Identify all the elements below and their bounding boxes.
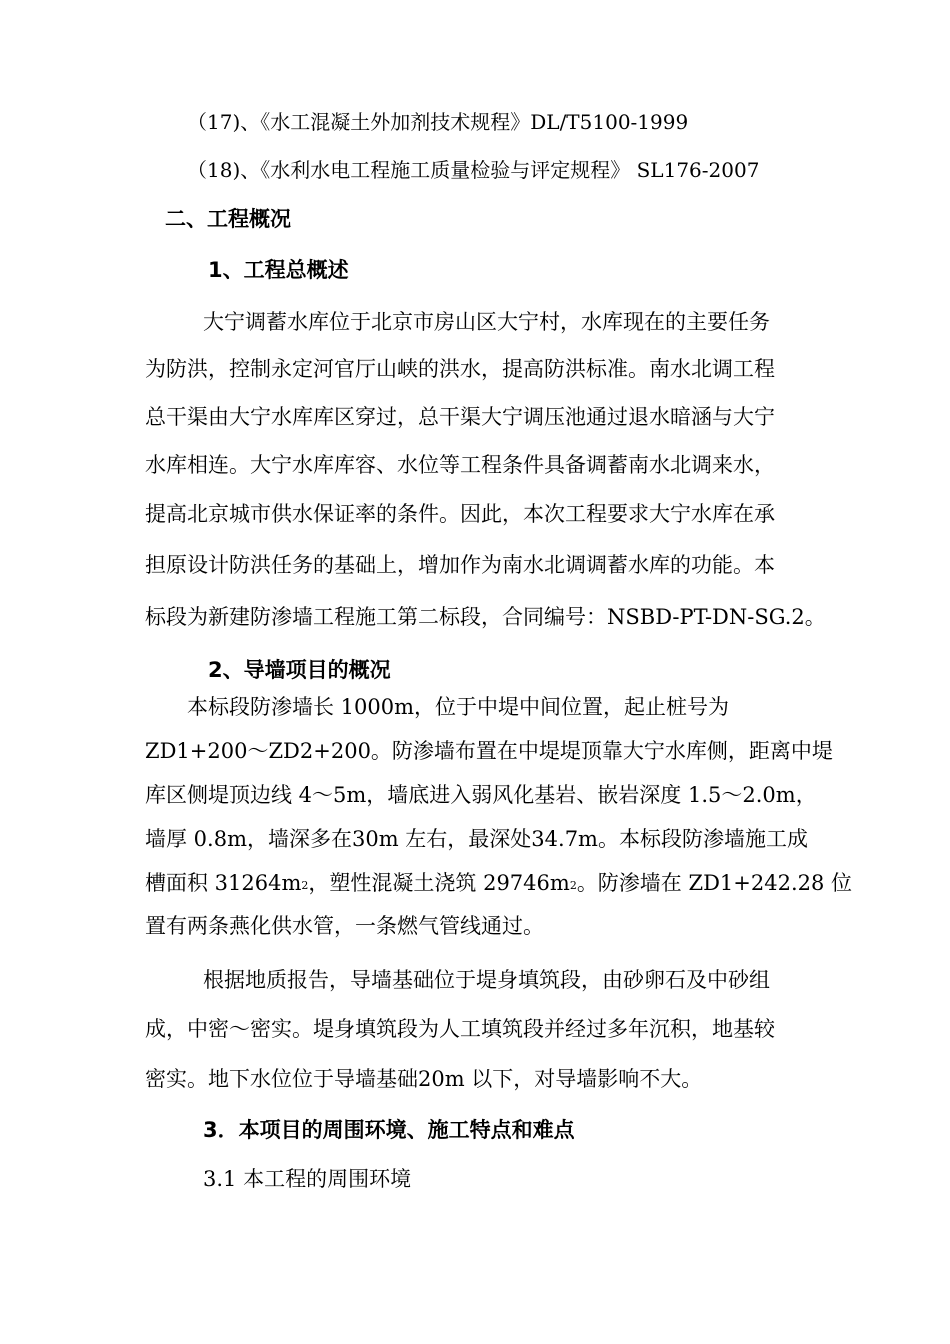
paragraph-line: 密实。地下水位位于导墙基础20m 以下，对导墙影响不大。 — [145, 1067, 703, 1091]
paragraph-line: 墙厚 0.8m，墙深多在30m 左右，最深处34.7m。本标段防渗墙施工成 — [145, 827, 808, 851]
subsection-heading-3: 3．本项目的周围环境、施工特点和难点 — [203, 1118, 575, 1142]
paragraph-line: 为防洪，控制永定河官厅山峡的洪水，提高防洪标准。南水北调工程 — [145, 357, 775, 381]
paragraph-line: 提高北京城市供水保证率的条件。因此，本次工程要求大宁水库在承 — [145, 502, 775, 526]
reference-18: （18)、《水利水电工程施工质量检验与评定规程》 SL176-2007 — [187, 158, 760, 182]
paragraph-line: 成，中密～密实。堤身填筑段为人工填筑段并经过多年沉积，地基较 — [145, 1017, 775, 1041]
subsection-heading-1: 1、工程总概述 — [208, 258, 349, 282]
paragraph-line: 标段为新建防渗墙工程施工第二标段，合同编号：NSBD-PT-DN-SG.2。 — [145, 605, 826, 629]
paragraph-line: 根据地质报告，导墙基础位于堤身填筑段，由砂卵石及中砂组 — [203, 968, 770, 992]
paragraph-line: 水库相连。大宁水库库容、水位等工程条件具备调蓄南水北调来水， — [145, 453, 775, 477]
subsection-heading-3-1: 3.1 本工程的周围环境 — [203, 1167, 412, 1191]
paragraph-line: 置有两条燕化供水管，一条燃气管线通过。 — [145, 914, 544, 938]
paragraph-line: 总干渠由大宁水库库区穿过，总干渠大宁调压池通过退水暗涵与大宁 — [145, 405, 775, 429]
paragraph-line: 槽面积 31264m2，塑性混凝土浇筑 29746m2。防渗墙在 ZD1+242.28 位 — [145, 871, 853, 895]
reference-17: （17)、《水工混凝土外加剂技术规程》DL/T5100-1999 — [187, 110, 689, 134]
paragraph-line: ZD1+200～ZD2+200。防渗墙布置在中堤堤顶靠大宁水库侧，距离中堤 — [145, 739, 833, 763]
paragraph-line: 本标段防渗墙长 1000m，位于中堤中间位置，起止桩号为 — [187, 695, 730, 719]
paragraph-line: 担原设计防洪任务的基础上，增加作为南水北调调蓄水库的功能。本 — [145, 553, 775, 577]
paragraph-line: 大宁调蓄水库位于北京市房山区大宁村，水库现在的主要任务 — [203, 310, 770, 334]
paragraph-line: 库区侧堤顶边线 4～5m，墙底进入弱风化基岩、嵌岩深度 1.5～2.0m， — [145, 783, 817, 807]
section-heading: 二、工程概况 — [165, 207, 291, 231]
subsection-heading-2: 2、导墙项目的概况 — [208, 658, 391, 682]
